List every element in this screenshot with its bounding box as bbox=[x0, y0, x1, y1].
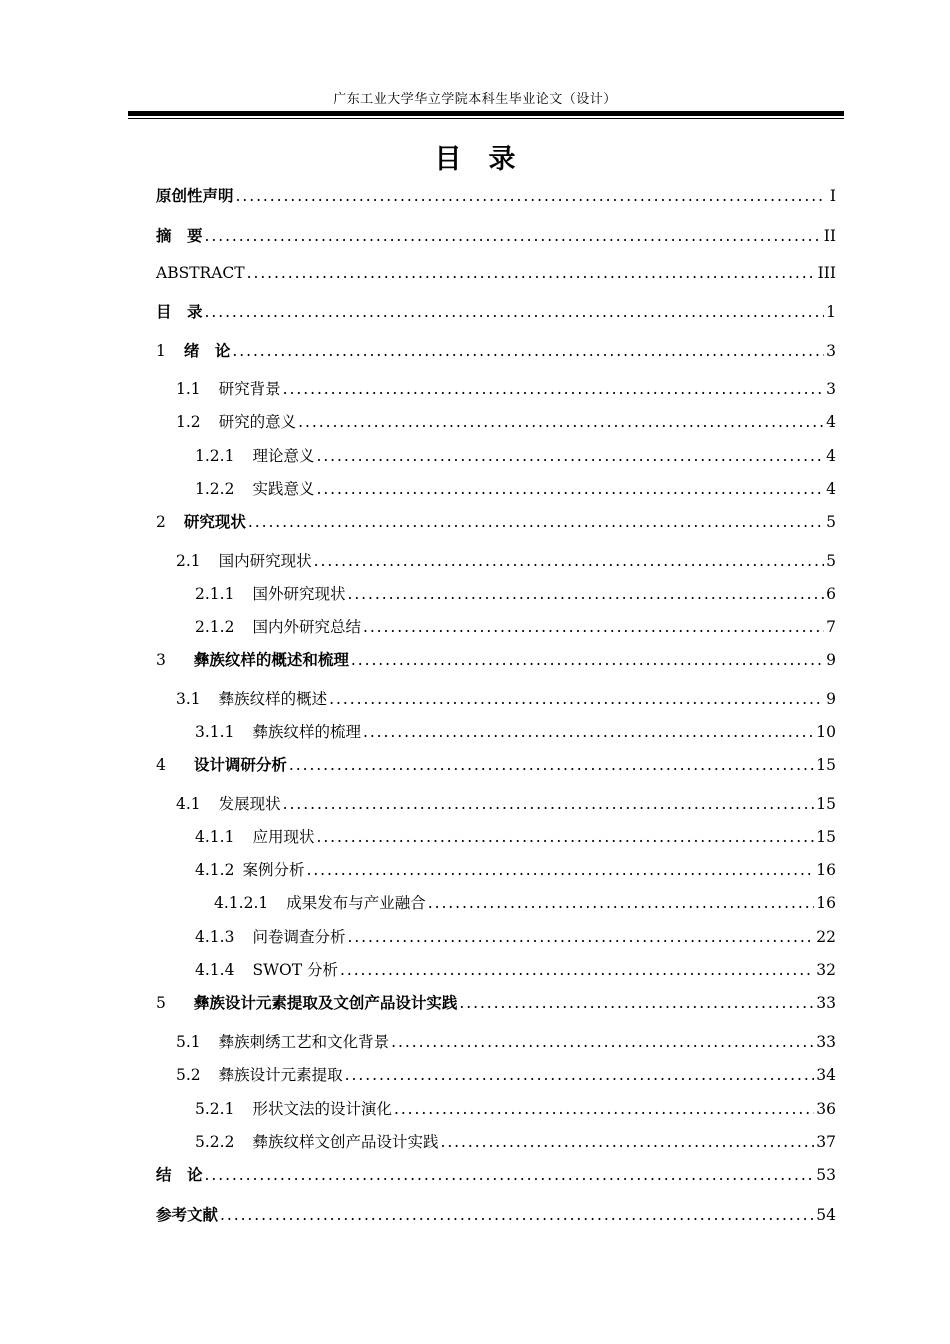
toc-entry-declaration[interactable] bbox=[156, 185, 836, 207]
toc-entry-number: 2.1.2 bbox=[195, 618, 235, 636]
toc-entry-label: 研究的意义 bbox=[218, 413, 297, 431]
toc-entry-number: 1.1 bbox=[176, 380, 201, 398]
toc-entry-label: 实践意义 bbox=[252, 480, 315, 498]
toc-entry-section-5-2-2[interactable] bbox=[195, 1131, 836, 1153]
toc-entry-number: 5.1 bbox=[176, 1033, 201, 1051]
toc-entry-references[interactable] bbox=[156, 1204, 836, 1226]
toc-entry-section-4-1-3[interactable] bbox=[195, 926, 836, 948]
toc-entry-section-1-2-1[interactable] bbox=[195, 445, 836, 467]
toc-leader bbox=[236, 185, 824, 207]
toc-entry-section-4-1-1[interactable] bbox=[195, 826, 836, 848]
toc-entry-label: 研究现状 bbox=[183, 513, 246, 531]
toc-entry-number: 3 bbox=[156, 651, 166, 669]
toc-entry-section-2-1-2[interactable] bbox=[195, 616, 836, 638]
toc-entry-section-4-1-4[interactable] bbox=[195, 959, 836, 981]
toc-entry-label: 参考文献 bbox=[156, 1206, 219, 1224]
toc-entry-label: 摘 要 bbox=[156, 227, 203, 245]
toc-entry-abstract-cn[interactable] bbox=[156, 225, 836, 247]
toc-entry-label: 理论意义 bbox=[252, 447, 315, 465]
toc-entry-page: 5 bbox=[826, 513, 836, 531]
toc-entry-section-5-2[interactable] bbox=[176, 1064, 836, 1086]
toc-leader bbox=[394, 1098, 814, 1120]
toc-entry-page: 16 bbox=[816, 861, 836, 879]
toc-leader bbox=[345, 1064, 815, 1086]
toc-entry-page: 54 bbox=[816, 1206, 836, 1224]
toc-entry-number: 1 bbox=[156, 342, 166, 360]
toc-leader bbox=[247, 262, 816, 284]
toc-entry-label: ABSTRACT bbox=[156, 264, 245, 282]
toc-leader bbox=[205, 301, 824, 323]
toc-leader bbox=[391, 1031, 814, 1053]
toc-entry-label: 国内外研究总结 bbox=[252, 618, 361, 636]
toc-entry-number: 4.1.3 bbox=[195, 928, 235, 946]
toc-title: 目 录 bbox=[434, 144, 516, 175]
toc-leader bbox=[363, 721, 814, 743]
toc-entry-page: I bbox=[829, 187, 836, 205]
toc-entry-page: 7 bbox=[826, 618, 836, 636]
toc-entry-section-5-1[interactable] bbox=[176, 1031, 836, 1053]
toc-entry-label: 彝族设计元素提取 bbox=[218, 1066, 343, 1084]
toc-entry-chapter-2[interactable] bbox=[156, 511, 836, 533]
toc-leader bbox=[283, 793, 815, 815]
toc-entry-page: 33 bbox=[816, 994, 836, 1012]
toc-entry-label: 彝族纹样文创产品设计实践 bbox=[252, 1133, 439, 1151]
toc-entry-label: 形状文法的设计演化 bbox=[252, 1100, 392, 1118]
toc-entry-page: 16 bbox=[816, 894, 836, 912]
toc-entry-label: 结 论 bbox=[156, 1166, 203, 1184]
toc-entry-label: 国外研究现状 bbox=[252, 585, 346, 603]
toc-entry-number: 4.1 bbox=[176, 795, 201, 813]
header-rule-thick bbox=[128, 111, 844, 116]
toc-entry-label: 彝族纹样的概述和梳理 bbox=[193, 651, 349, 669]
toc-leader bbox=[248, 511, 824, 533]
toc-entry-number: 5.2 bbox=[176, 1066, 201, 1084]
toc-entry-page: 15 bbox=[816, 795, 836, 813]
toc-entry-number: 1.2.2 bbox=[195, 480, 235, 498]
toc-entry-abstract-en[interactable] bbox=[156, 262, 836, 284]
toc-entry-label: 原创性声明 bbox=[156, 187, 234, 205]
toc-leader bbox=[347, 583, 824, 605]
toc-entry-page: 53 bbox=[816, 1166, 836, 1184]
toc-entry-page: 36 bbox=[816, 1100, 836, 1118]
toc-entry-contents[interactable] bbox=[156, 301, 836, 323]
toc-entry-page: II bbox=[823, 227, 836, 245]
toc-entry-chapter-4[interactable] bbox=[156, 754, 836, 776]
toc-entry-section-2-1-1[interactable] bbox=[195, 583, 836, 605]
toc-entry-page: III bbox=[817, 264, 836, 282]
toc-leader bbox=[316, 445, 824, 467]
toc-entry-chapter-1[interactable] bbox=[156, 340, 836, 362]
toc-entry-label: 案例分析 bbox=[242, 861, 305, 879]
toc-entry-number: 5 bbox=[156, 994, 166, 1012]
toc-leader bbox=[459, 992, 814, 1014]
toc-entry-page: 32 bbox=[816, 961, 836, 979]
toc-entry-section-5-2-1[interactable] bbox=[195, 1098, 836, 1120]
toc-entry-chapter-3[interactable] bbox=[156, 649, 836, 671]
toc-leader bbox=[316, 478, 824, 500]
toc-leader bbox=[205, 225, 822, 247]
toc-entry-page: 9 bbox=[826, 651, 836, 669]
toc-leader bbox=[329, 688, 824, 710]
toc-leader bbox=[298, 411, 824, 433]
toc-entry-page: 33 bbox=[816, 1033, 836, 1051]
toc-entry-number: 1.2.1 bbox=[195, 447, 235, 465]
toc-leader bbox=[363, 616, 824, 638]
toc-entry-label: 应用现状 bbox=[252, 828, 315, 846]
toc-entry-number: 2 bbox=[156, 513, 166, 531]
toc-entry-label: 彝族设计元素提取及文创产品设计实践 bbox=[193, 994, 458, 1012]
toc-entry-label: 绪 论 bbox=[183, 342, 231, 360]
toc-entry-label: SWOT 分析 bbox=[252, 961, 338, 979]
toc-entry-page: 37 bbox=[816, 1133, 836, 1151]
toc-entry-label: 设计调研分析 bbox=[193, 756, 287, 774]
toc-entry-chapter-5[interactable] bbox=[156, 992, 836, 1014]
toc-entry-label: 彝族纹样的概述 bbox=[218, 690, 328, 708]
toc-entry-number: 5.2.2 bbox=[195, 1133, 235, 1151]
toc-entry-label: 国内研究现状 bbox=[218, 552, 312, 570]
toc-leader bbox=[289, 754, 814, 776]
toc-entry-number: 4.1.4 bbox=[195, 961, 235, 979]
toc-entry-page: 4 bbox=[826, 480, 836, 498]
toc-leader bbox=[232, 340, 824, 362]
toc-entry-number: 2.1.1 bbox=[195, 585, 235, 603]
toc-entry-number: 3.1.1 bbox=[195, 723, 235, 741]
toc-entry-number: 5.2.1 bbox=[195, 1100, 235, 1118]
toc-entry-section-1-1[interactable] bbox=[176, 378, 836, 400]
toc-entry-page: 10 bbox=[816, 723, 836, 741]
toc-entry-page: 4 bbox=[826, 413, 836, 431]
toc-entry-number: 4 bbox=[156, 756, 166, 774]
toc-entry-label: 成果发布与产业融合 bbox=[286, 894, 426, 912]
toc-leader bbox=[316, 826, 814, 848]
toc-leader bbox=[306, 859, 814, 881]
toc-leader bbox=[347, 926, 814, 948]
toc-entry-page: 5 bbox=[826, 552, 836, 570]
toc-entry-label: 研究背景 bbox=[218, 380, 281, 398]
toc-entry-number: 2.1 bbox=[176, 552, 201, 570]
toc-entry-number: 3.1 bbox=[176, 690, 201, 708]
toc-entry-section-2-1[interactable] bbox=[176, 550, 836, 572]
toc-entry-page: 3 bbox=[826, 380, 836, 398]
toc-entry-page: 34 bbox=[816, 1066, 836, 1084]
toc-entry-label: 目 录 bbox=[156, 303, 203, 321]
toc-entry-page: 9 bbox=[826, 690, 836, 708]
toc-leader bbox=[428, 892, 815, 914]
toc-entry-number: 4.1.2.1 bbox=[214, 894, 269, 912]
toc-entry-label: 问卷调查分析 bbox=[252, 928, 346, 946]
toc-entry-page: 1 bbox=[826, 303, 836, 321]
toc-leader bbox=[351, 649, 824, 671]
toc-leader bbox=[283, 378, 824, 400]
toc-entry-section-3-1[interactable] bbox=[176, 688, 836, 710]
toc-entry-section-1-2-2[interactable] bbox=[195, 478, 836, 500]
toc-entry-page: 15 bbox=[816, 828, 836, 846]
toc-entry-label: 彝族刺绣工艺和文化背景 bbox=[218, 1033, 390, 1051]
toc-entry-label: 彝族纹样的梳理 bbox=[252, 723, 361, 741]
running-header: 广东工业大学华立学院本科生毕业论文（设计） bbox=[333, 92, 617, 107]
toc-leader bbox=[440, 1131, 814, 1153]
toc-entry-page: 15 bbox=[816, 756, 836, 774]
toc-entry-section-4-1-2-1[interactable] bbox=[214, 892, 836, 914]
toc-entry-section-4-1-2[interactable] bbox=[195, 859, 836, 881]
toc-leader bbox=[220, 1204, 814, 1226]
toc-entry-section-3-1-1[interactable] bbox=[195, 721, 836, 743]
toc-entry-number: 4.1.1 bbox=[195, 828, 235, 846]
toc-leader bbox=[205, 1164, 815, 1186]
toc-entry-number: 4.1.2 bbox=[195, 861, 235, 879]
toc-entry-label: 发展现状 bbox=[218, 795, 281, 813]
toc-entry-section-4-1[interactable] bbox=[176, 793, 836, 815]
toc-entry-page: 6 bbox=[826, 585, 836, 603]
toc-entry-page: 3 bbox=[826, 342, 836, 360]
toc-entry-page: 22 bbox=[816, 928, 836, 946]
toc-leader bbox=[314, 550, 824, 572]
toc-leader bbox=[340, 959, 814, 981]
toc-entry-section-1-2[interactable] bbox=[176, 411, 836, 433]
toc-entry-number: 1.2 bbox=[176, 413, 201, 431]
header-rule-thin bbox=[128, 118, 844, 119]
toc-entry-conclusion[interactable] bbox=[156, 1164, 836, 1186]
toc-entry-page: 4 bbox=[826, 447, 836, 465]
